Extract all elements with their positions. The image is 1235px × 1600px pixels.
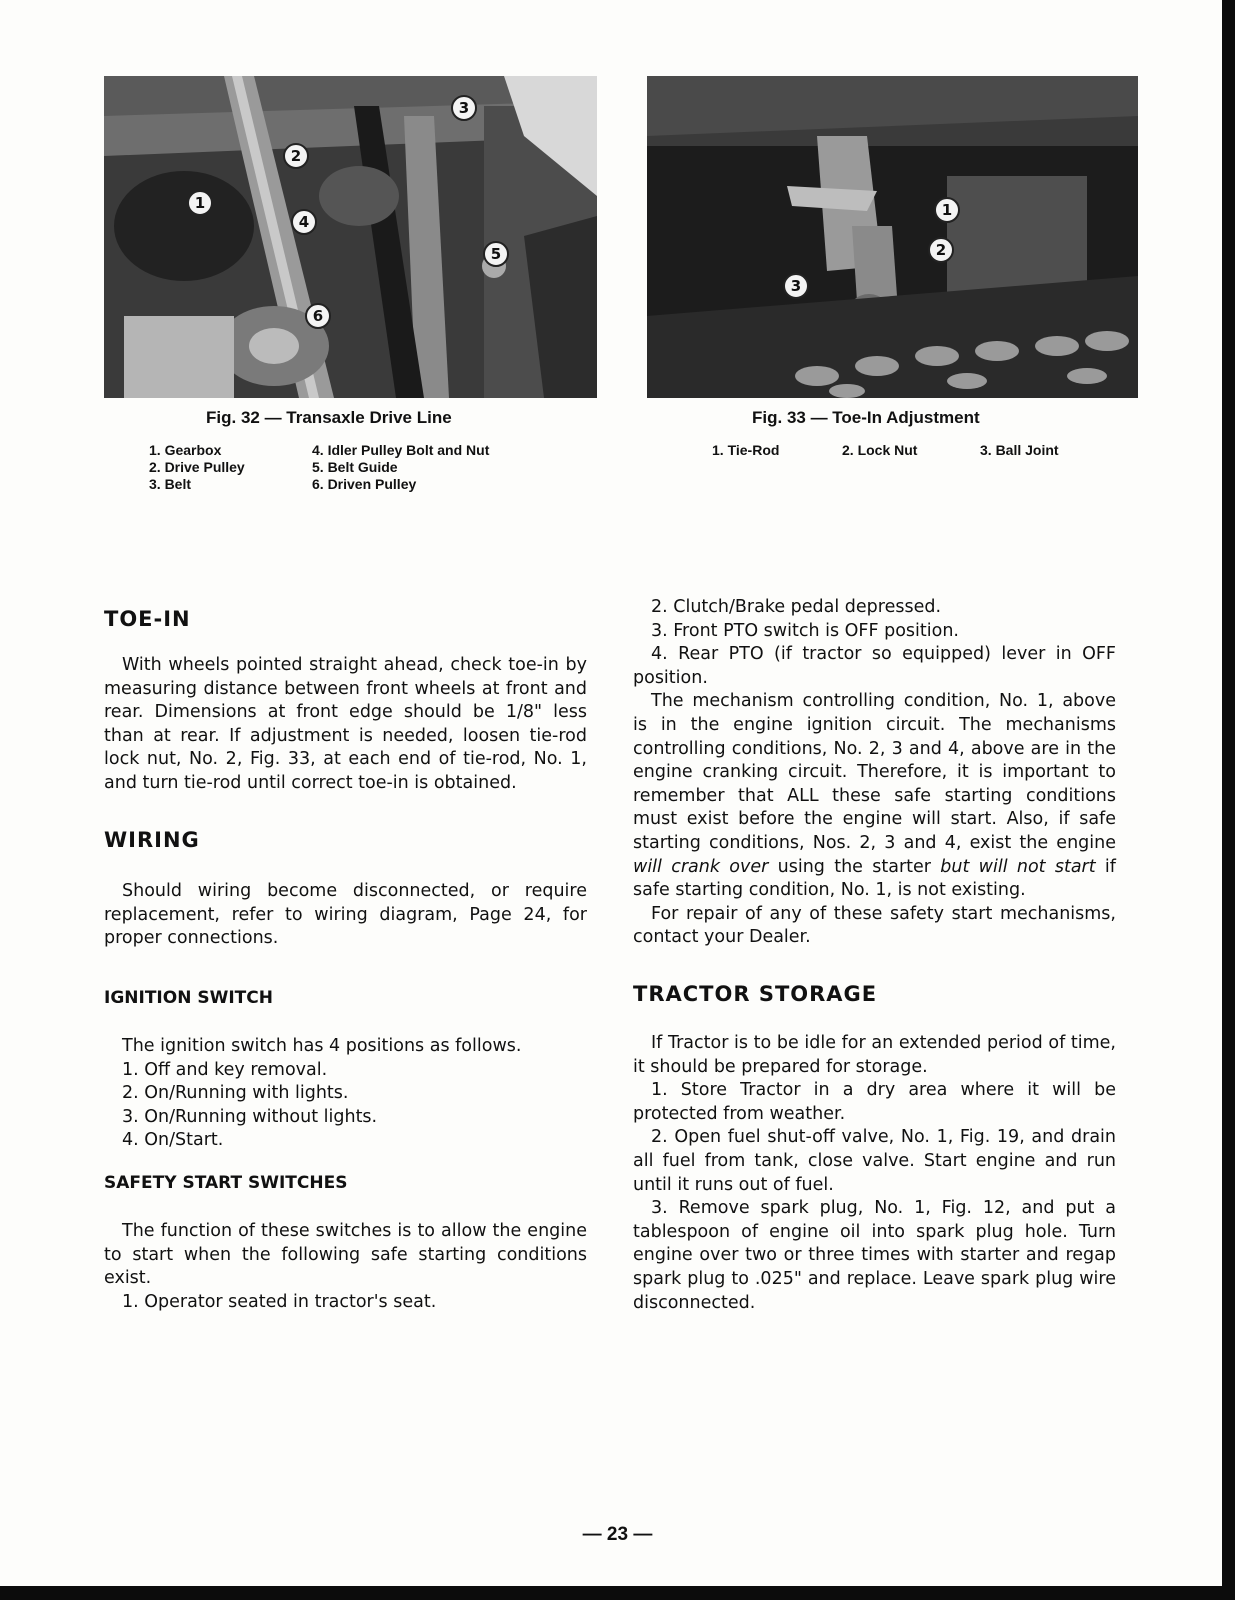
fig33-photo: [647, 76, 1138, 398]
fig32-callout-3: 3: [451, 95, 477, 121]
fig32-callout-5: 5: [483, 241, 509, 267]
conditions-continued: [633, 596, 1116, 950]
storage-step: 1. Store Tractor in a dry area where it will be protected from weather.: [633, 1080, 1116, 1124]
fig33-legend-item: 3. Ball Joint: [980, 442, 1059, 458]
mechanism-text-mid: using the starter: [777, 856, 931, 877]
ignition-body: [104, 1035, 587, 1153]
wiring-paragraph: Should wiring become disconnected, or require replacement, refer to wiring diagram, Page 24, for proper connections.: [104, 881, 587, 949]
heading-toe-in: TOE-IN: [104, 607, 191, 631]
storage-body: [633, 1032, 1116, 1315]
heading-safety-start-switches: SAFETY START SWITCHES: [104, 1173, 348, 1193]
heading-ignition-switch: IGNITION SWITCH: [104, 988, 273, 1008]
ignition-item: 2. On/Running with lights.: [122, 1083, 349, 1104]
fig33-callout-2: 2: [928, 237, 954, 263]
fig32-legend-item: 2. Drive Pulley: [149, 459, 245, 475]
mechanism-paragraph: [633, 690, 1116, 902]
safety-paragraph: The function of these switches is to allow the engine to start when the following safe starting conditions exist.: [104, 1221, 587, 1289]
fig33-caption: Fig. 33 — Toe-In Adjustment: [752, 408, 980, 427]
condition-item: 2. Clutch/Brake pedal depressed.: [651, 597, 942, 617]
ignition-item: 4. On/Start.: [122, 1130, 224, 1151]
storage-step: 2. Open fuel shut-off valve, No. 1, Fig. 19, and drain all fuel from tank, close valve. Start engine and run until it runs out of fuel.: [633, 1127, 1116, 1195]
fig33-legend-item: 1. Tie-Rod: [712, 442, 780, 458]
wiring-body: [104, 880, 587, 951]
fig32-photo: [104, 76, 597, 398]
safety-body: [104, 1220, 587, 1314]
condition-item: 3. Front PTO switch is OFF position.: [651, 620, 959, 641]
mechanism-text-b: if safe starting condition, No. 1, is not existing.: [633, 856, 1116, 901]
fig32-legend-item: 4. Idler Pulley Bolt and Nut: [312, 442, 490, 458]
crank-over-italic: will crank over: [633, 856, 769, 877]
storage-step: 3. Remove spark plug, No. 1, Fig. 12, and put a tablespoon of engine oil into spark plug hole. Turn engine over two or three times with starter and regap spark plug to .025" and replace. Leave spark plug wire disconnected.: [633, 1198, 1116, 1313]
scan-edge-right: [1222, 0, 1235, 1600]
fig32-callout-6: 6: [305, 303, 331, 329]
fig32-legend-item: 5. Belt Guide: [312, 459, 398, 475]
fig33-legend: [712, 442, 1092, 460]
scan-edge-bottom: [0, 1586, 1235, 1600]
heading-wiring: WIRING: [104, 828, 200, 852]
mechanism-text-a: The mechanism controlling condition, No. 1, above is in the engine ignition circuit. The mechanisms controlling conditions, No. 2, 3 and 4, above are in the engine cranking circuit. Therefore, it is important to remember that ALL these safe starting conditions must exist before the engine will start. Also, if safe starting conditions, Nos. 2, 3 and 4, exist the engine: [633, 691, 1116, 853]
fig33-callout-1: 1: [934, 197, 960, 223]
safety-item-1: 1. Operator seated in tractor's seat.: [122, 1291, 437, 1312]
fig33-callout-3: 3: [783, 273, 809, 299]
ignition-intro: The ignition switch has 4 positions as follows.: [122, 1036, 522, 1056]
ignition-item: 1. Off and key removal.: [122, 1059, 328, 1080]
condition-item: 4. Rear PTO (if tractor so equipped) lever in OFF position.: [633, 644, 1116, 688]
toe-in-body: [104, 654, 587, 796]
storage-intro: If Tractor is to be idle for an extended period of time, it should be prepared for storage.: [633, 1033, 1116, 1077]
fig32-legend: [149, 442, 569, 494]
page-number: — 23 —: [582, 1524, 653, 1545]
fig32-caption: Fig. 32 — Transaxle Drive Line: [206, 408, 452, 427]
heading-tractor-storage: TRACTOR STORAGE: [633, 982, 878, 1006]
fig32-callout-2: 2: [283, 143, 309, 169]
fig32-callout-1: 1: [187, 190, 213, 216]
fig32-legend-item: 6. Driven Pulley: [312, 476, 417, 492]
fig33-legend-item: 2. Lock Nut: [842, 442, 918, 458]
ignition-item: 3. On/Running without lights.: [122, 1106, 378, 1127]
fig32-legend-item: 3. Belt: [149, 476, 192, 492]
fig32-legend-item: 1. Gearbox: [149, 442, 222, 458]
toe-in-paragraph: With wheels pointed straight ahead, check toe-in by measuring distance between front wheels at front and rear. Dimensions at front edge should be 1/8" less than at rear. If adjustment is needed, loosen tie-rod lock nut, No. 2, Fig. 33, at each end of tie-rod, No. 1, and turn tie-rod until correct toe-in is obtained.: [104, 655, 587, 793]
not-start-italic: but will not start: [940, 856, 1096, 877]
repair-paragraph: For repair of any of these safety start mechanisms, contact your Dealer.: [633, 903, 1116, 948]
fig32-callout-4: 4: [291, 209, 317, 235]
